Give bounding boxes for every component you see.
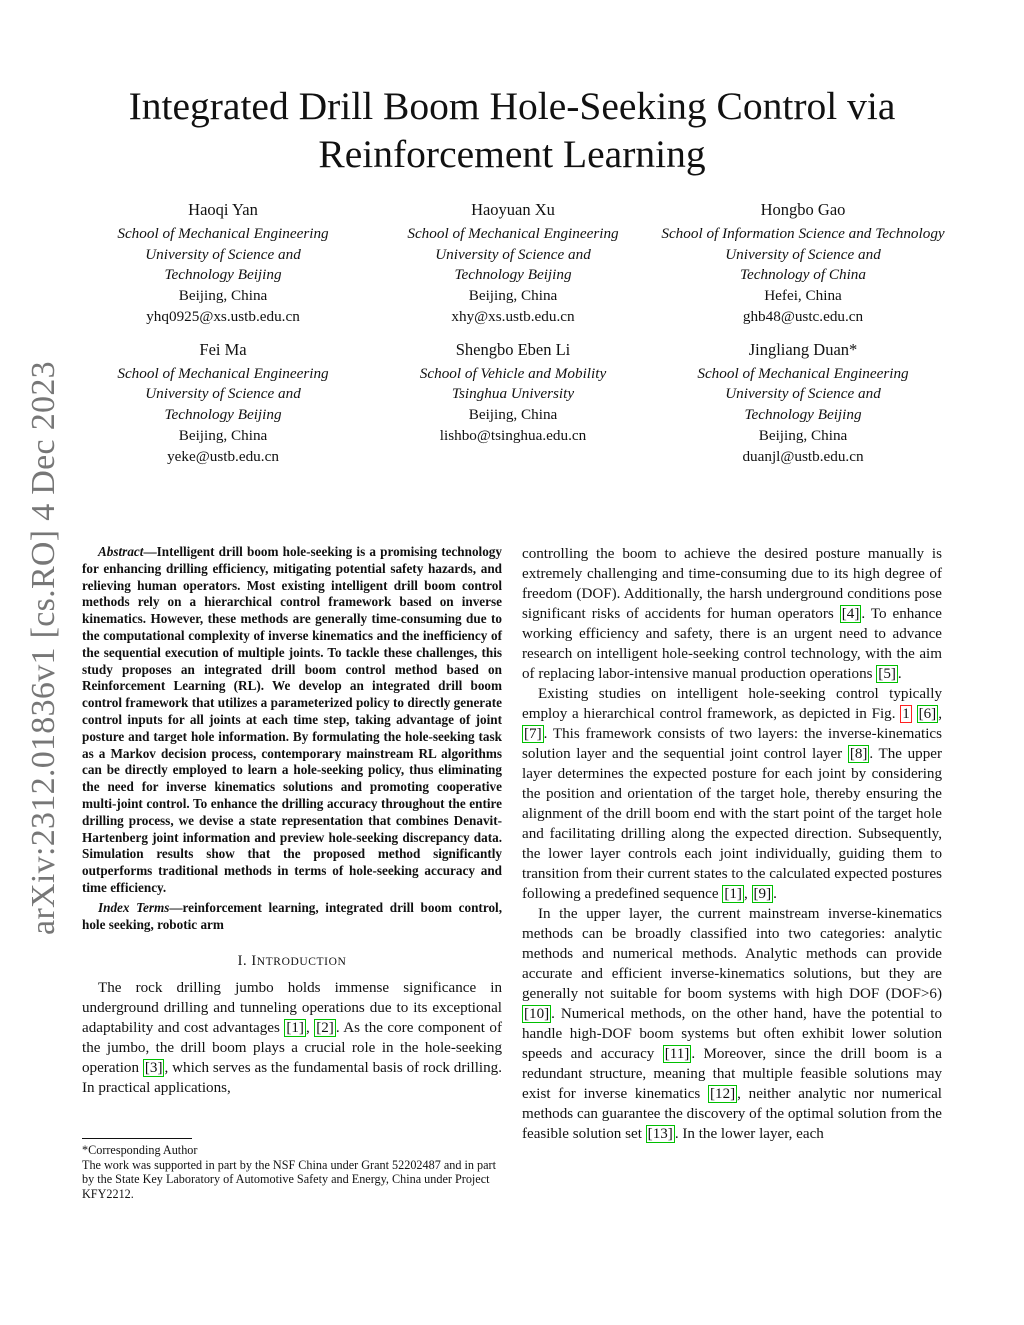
right-column bbox=[522, 544, 942, 1144]
footnote bbox=[82, 1138, 502, 1201]
author-name: Shengbo Eben Li bbox=[455, 339, 571, 359]
citation-link[interactable]: [11] bbox=[664, 1046, 690, 1062]
author-location: Hefei, China bbox=[764, 287, 842, 305]
paragraph-text: , bbox=[305, 1020, 315, 1037]
footnote-corresponding: *Corresponding Author bbox=[82, 1143, 198, 1157]
abstract-text: Intelligent drill boom hole-seeking is a promising technology for enhancing drilling efficiency, mitigating potential safety hazards, and relieving human operators. Most existing intelligent drill boom control methods rely on a hierarchical control framework based on inverse kinematics. However, these methods are generally time-consuming due to the computational complexity of inverse kinematics and the inefficiency of the sequential execution of multiple joints. To tackle these challenges, this study proposes an integrated drill boom control method based on Reinforcement Learning (RL). We develop an integrated drill boom control framework that utilizes a parameterized policy to directly generate control inputs for all joints at each time step, taking advantage of joint posture and target hole information. By formulating the hole-seeking task as a Markov decision process, contemporary mainstream RL algorithms can be directly employed to learn a hole-seeking policy, thus eliminating the need for inverse kinematics solutions and promoting cooperative multi-joint control. To enhance the drilling accuracy throughout the entire drilling process, we devise a state representation that combines Denavit-Hartenberg joint information and preview hole-seeking discrepancy data. Simulation results show that the proposed method significantly outperforms traditional methods in terms of hole-seeking accuracy and time efficiency. bbox=[82, 544, 502, 895]
paragraph-text: controlling the boom to achieve the desired posture manually is extremely challenging and time-consuming due to its high degree of freedom (DOF). Additionally, the harsh underground conditions pose significant risks of accidents for human operators bbox=[522, 546, 942, 622]
citation-link[interactable]: [5] bbox=[878, 666, 896, 682]
author-email: ghb48@ustc.edu.cn bbox=[742, 307, 864, 325]
author-location: Beijing, China bbox=[178, 426, 268, 444]
paragraph-text: The rock drilling jumbo holds immense significance in underground drilling and tunneling operations due to its exceptional adaptability and cost advantages bbox=[82, 980, 502, 1037]
author-affiliation: School of Vehicle and Mobility bbox=[419, 364, 607, 382]
author-location: Beijing, China bbox=[468, 406, 558, 424]
author-card bbox=[658, 340, 948, 468]
paragraph-text: . Numerical methods, on the other hand, have the potential to handle high-DOF boom systems but often exhibit lower solution speeds and accuracy bbox=[522, 1006, 942, 1062]
paragraph-text: . The upper layer determines the expected posture for each joint by considering the position and orientation of the target hole, thereby ensuring the alignment of the drill boom end with the start point of the target hole and facilitating drilling along the expected direction. Subsequently, the lower layer controls each joint individually, guiding them to transition from their current states to the calculated expected postures following a predefined sequence bbox=[522, 746, 942, 902]
paragraph-text: . As the core component of the jumbo, the drill boom plays a crucial role in the hole-seeking operation bbox=[82, 1020, 503, 1077]
author-name: Fei Ma bbox=[199, 339, 247, 359]
author-affiliation: Technology Beijing bbox=[454, 266, 572, 284]
title-line-1: Integrated Drill Boom Hole-Seeking Control via bbox=[128, 84, 896, 128]
citation-link[interactable]: [13] bbox=[647, 1126, 673, 1142]
index-terms-text: reinforcement learning, integrated drill boom control, hole seeking, robotic arm bbox=[82, 899, 502, 932]
paragraph-text: . In the lower layer, each bbox=[674, 1126, 824, 1142]
title-line-2: Reinforcement Learning bbox=[318, 132, 706, 176]
author-card bbox=[368, 340, 658, 468]
arxiv-sidebar bbox=[18, 358, 70, 938]
citation-link[interactable]: [1] bbox=[286, 1020, 304, 1037]
paragraph-text: , which serves as the fundamental basis of rock drilling. In practical applications, bbox=[82, 1060, 502, 1097]
author-affiliation: University of Science and bbox=[725, 385, 881, 403]
author-email: xhy@xs.ustb.edu.cn bbox=[451, 307, 575, 325]
author-location: Beijing, China bbox=[468, 287, 558, 305]
citation-link[interactable]: [6] bbox=[918, 706, 937, 722]
left-column bbox=[82, 544, 502, 1098]
index-terms: Index Terms—reinforcement learning, integrated drill boom control, hole seeking, robotic arm bbox=[82, 899, 502, 932]
citation-link[interactable]: [4] bbox=[841, 606, 860, 622]
abstract: Abstract—Intelligent drill boom hole-seeking is a promising technology for enhancing drilling efficiency, mitigating potential safety hazards, and relieving human operators. Most existing intelligent drill boom control methods rely on a hierarchical control framework based on inverse kinematics. However, these methods are generally time-consuming due to the computational complexity of inverse kinematics and the inefficiency of the sequential execution of multiple joints. To tackle these challenges, this study proposes an integrated drill boom control method based on Reinforcement Learning (RL). We develop an integrated drill boom control framework that utilizes a parameterized policy to directly generate control inputs for all joints at each time step, taking advantage of joint posture and target hole information. By formulating the hole-seeking task as a Markov decision process, contemporary mainstream RL algorithms can be directly employed to learn a hole-seeking policy, thus eliminating the need for inverse kinematics solutions and promoting cooperative multi-joint control. To enhance the drilling accuracy throughout the entire drilling process, we devise a state representation that combines Denavit-Hartenberg joint information and preview hole-seeking discrepancy data. Simulation results show that the proposed method significantly outperforms traditional methods in terms of hole-seeking accuracy and time efficiency. bbox=[82, 544, 502, 895]
paper-title bbox=[60, 82, 964, 178]
paragraph-text: , bbox=[938, 706, 942, 722]
paragraph-text bbox=[912, 706, 917, 722]
body-paragraph bbox=[522, 684, 942, 904]
author-card bbox=[658, 200, 948, 328]
abstract-label: Abstract bbox=[98, 544, 144, 559]
author-row-2 bbox=[78, 340, 948, 468]
author-affiliation: School of Mechanical Engineering bbox=[697, 364, 909, 382]
author-affiliation: School of Information Science and Technology bbox=[661, 224, 945, 242]
index-terms-label: Index Terms bbox=[98, 899, 170, 915]
citation-link[interactable]: [9] bbox=[753, 886, 772, 902]
paragraph-text: , bbox=[743, 886, 752, 902]
author-affiliation: Technology Beijing bbox=[744, 406, 862, 424]
citation-link[interactable]: [7] bbox=[524, 726, 542, 742]
author-affiliation: School of Mechanical Engineering bbox=[117, 224, 329, 242]
section-heading-introduction bbox=[82, 951, 502, 972]
section-number: I. I bbox=[237, 953, 257, 970]
paragraph-text: . bbox=[773, 886, 777, 902]
author-email: lishbo@tsinghua.edu.cn bbox=[439, 426, 587, 444]
author-affiliation: Technology Beijing bbox=[164, 406, 282, 424]
author-affiliation: School of Mechanical Engineering bbox=[117, 364, 329, 382]
author-block bbox=[78, 200, 948, 480]
paragraph-text: In the upper layer, the current mainstream inverse-kinematics methods can be broadly classified into two categories: analytic methods and numerical methods. Analytic methods can provide accurate and efficient inverse-kinematics solutions, but they are generally not suitable for boom systems with high DOF (DOF>6) bbox=[522, 906, 942, 1002]
author-affiliation: Tsinghua University bbox=[451, 385, 575, 403]
citation-link[interactable]: [12] bbox=[710, 1086, 736, 1102]
body-paragraph bbox=[522, 904, 942, 1144]
author-email: duanjl@ustb.edu.cn bbox=[742, 447, 864, 465]
author-affiliation: University of Science and bbox=[145, 245, 301, 263]
citation-link[interactable]: [1] bbox=[724, 886, 742, 902]
paragraph-text: . bbox=[897, 666, 902, 682]
figure-link[interactable]: 1 bbox=[902, 706, 910, 722]
author-email: yhq0925@xs.ustb.edu.cn bbox=[146, 307, 300, 325]
author-affiliation: University of Science and bbox=[145, 385, 301, 403]
citation-link[interactable]: [3] bbox=[144, 1060, 163, 1077]
author-card bbox=[78, 200, 368, 328]
author-email: yeke@ustb.edu.cn bbox=[167, 447, 279, 465]
author-location: Beijing, China bbox=[758, 426, 848, 444]
author-name: Jingliang Duan* bbox=[748, 339, 858, 359]
author-affiliation: University of Science and bbox=[435, 245, 591, 263]
paragraph-text: , neither analytic nor numerical methods can guarantee the discovery of the optimal solution from the feasible solution set bbox=[522, 1086, 942, 1142]
author-affiliation: School of Mechanical Engineering bbox=[407, 224, 619, 242]
citation-link[interactable]: [10] bbox=[524, 1006, 550, 1022]
intro-paragraph bbox=[82, 978, 502, 1098]
paragraph-text: . This framework consists of two layers: the inverse-kinematics solution layer and the sequential joint control layer bbox=[522, 726, 942, 762]
footnote-funding: The work was supported in part by the NSF China under Grant 52202487 and in part by the State Key Laboratory of Automotive Safety and Energy, China under Project KFY2212. bbox=[82, 1157, 496, 1201]
author-affiliation: Technology of China bbox=[739, 266, 866, 284]
author-name: Haoqi Yan bbox=[188, 200, 258, 219]
author-card bbox=[78, 340, 368, 468]
author-affiliation: Technology Beijing bbox=[164, 266, 282, 284]
author-location: Beijing, China bbox=[178, 287, 268, 305]
paragraph-text: . To enhance working efficiency and safety, there is an urgent need to advance research on intelligent hole-seeking control technology, with the aim of replacing labor-intensive manual production operations bbox=[522, 606, 942, 682]
author-affiliation: University of Science and bbox=[725, 245, 881, 263]
paragraph-text: . Moreover, since the drill boom is a redundant structure, meaning that multiple feasible solutions may exist for inverse kinematics bbox=[522, 1046, 942, 1102]
paragraph-text: Existing studies on intelligent hole-seeking control typically employ a hierarchical control framework, as depicted in Fig. bbox=[522, 686, 942, 722]
section-title: NTRODUCTION bbox=[256, 956, 347, 969]
author-name: Hongbo Gao bbox=[760, 200, 846, 219]
arxiv-identifier: arXiv:2312.01836v1 [cs.RO] 4 Dec 2023 bbox=[25, 361, 62, 935]
body-paragraph bbox=[522, 544, 942, 684]
author-name: Haoyuan Xu bbox=[471, 200, 555, 219]
citation-link[interactable]: [8] bbox=[849, 746, 868, 762]
footnote-rule bbox=[82, 1138, 192, 1139]
citation-link[interactable]: [2] bbox=[316, 1020, 334, 1037]
author-row-1 bbox=[78, 200, 948, 328]
author-card bbox=[368, 200, 658, 328]
